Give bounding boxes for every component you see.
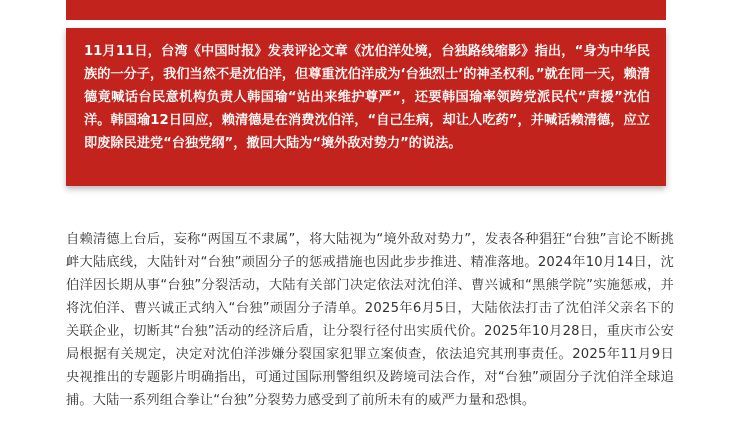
article-body [66, 228, 674, 412]
top-red-banner [66, 0, 666, 20]
quote-text: 11月11日，台湾《中国时报》发表评论文章《沈伯洋处境，台独路线缩影》指出，“身为中华民族的一分子，我们当然不是沈伯洋，但尊重沈伯洋成为‘台独烈士’的神圣权利。”就在同一天，赖清德竟喊话台民意机构负责人韩国瑜“站出来维护尊严”，还要韩国瑜率领跨党派民代“声援”沈伯洋。韩国瑜12日回应，赖清德是在消费沈伯洋，“自己生病，却让人吃药”，并喊话赖清德，应立即废除民进党“台独党纲”，撤回大陆为“境外敌对势力”的说法。 [84, 44, 650, 151]
quote-highlight-box [66, 28, 666, 186]
article-paragraph: 自赖清德上台后，妄称“两国互不隶属”，将大陆视为“境外敌对势力”，发表各种猖狂“台独”言论不断挑衅大陆底线，大陆针对“台独”顽固分子的惩戒措施也因此步步推进、精准落地。2024年10月14日，沈伯洋因长期从事“台独”分裂活动，大陆有关部门决定依法对沈伯洋、曹兴诚和“黑熊学院”实施惩戒，并将沈伯洋、曹兴诚正式纳入“台独”顽固分子清单。2025年6月5日，大陆依法打击了沈伯洋父亲名下的关联企业，切断其“台独”活动的经济后盾，让分裂行径付出实质代价。2025年10月28日，重庆市公安局根据有关规定，决定对沈伯洋涉嫌分裂国家犯罪立案侦查，依法追究其刑事责任。2025年11月9日央视推出的专题影片明确指出，可通过国际刑警组织及跨境司法合作，对“台独”顽固分子沈伯洋全球追捕。大陆一系列组合拳让“台独”分裂势力感受到了前所未有的威严力量和恐惧。 [66, 232, 674, 408]
